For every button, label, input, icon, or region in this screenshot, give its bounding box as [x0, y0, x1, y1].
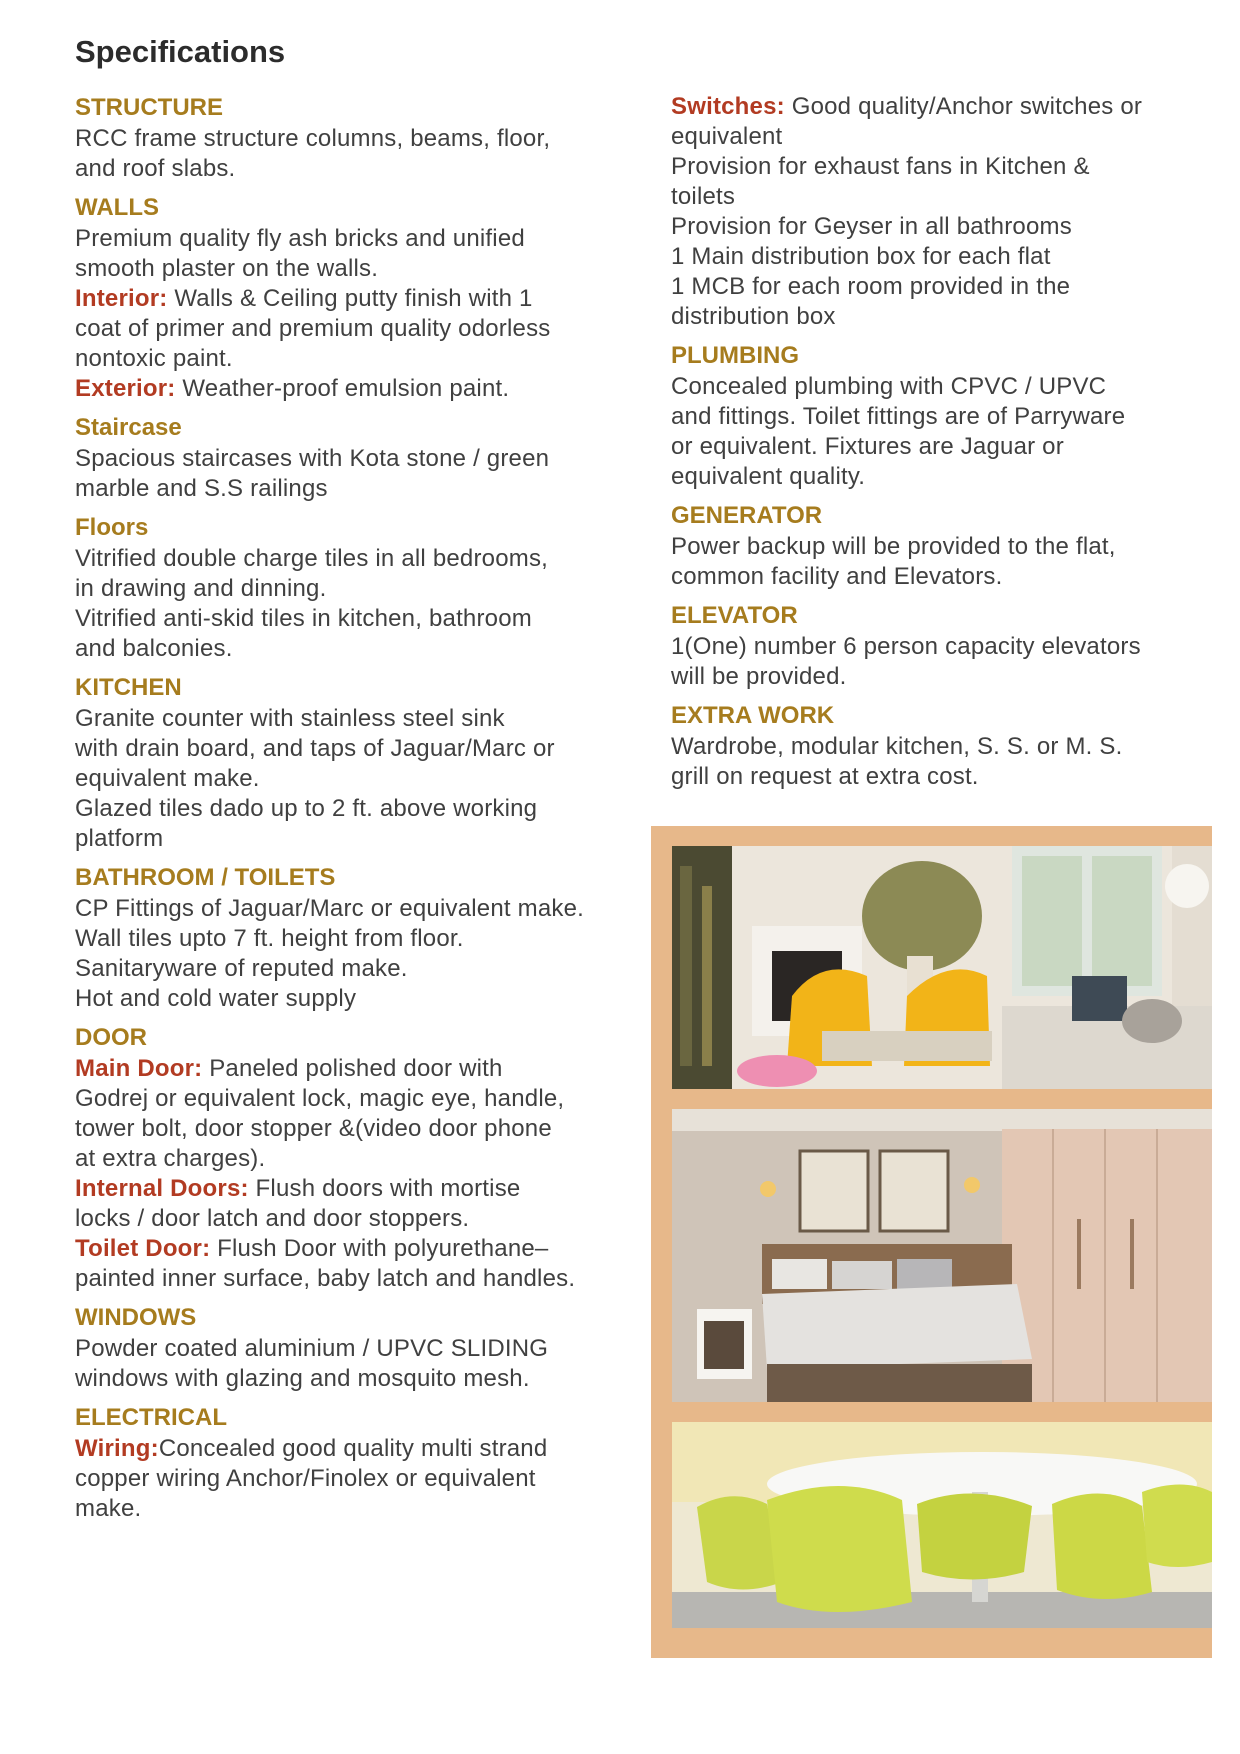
spec-text: 1 Main distribution box for each flat — [671, 243, 1051, 270]
spec-text: Concealed plumbing with CPVC / UPVC — [671, 373, 1107, 400]
spec-line — [671, 372, 1221, 402]
spec-text: 1(One) number 6 person capacity elevators — [671, 633, 1141, 660]
spec-line — [75, 154, 645, 184]
spec-text: platform — [75, 825, 164, 852]
spec-line — [75, 1234, 645, 1264]
spec-text: Powder coated aluminium / UPVC SLIDING — [75, 1335, 549, 1362]
section-elevator — [671, 600, 1221, 692]
spec-text: CP Fittings of Jaguar/Marc or equivalent make. — [75, 895, 584, 922]
spec-text: Premium quality fly ash bricks and unified — [75, 225, 525, 252]
spec-line — [671, 302, 1221, 332]
section-heading: ELEVATOR — [671, 602, 798, 629]
spec-text: Weather-proof emulsion paint. — [175, 375, 510, 402]
section-heading: ELECTRICAL — [75, 1404, 227, 1431]
spec-text: Granite counter with stainless steel sink — [75, 705, 505, 732]
spec-line — [75, 1084, 645, 1114]
section-kitchen — [75, 672, 645, 854]
spec-sublabel: Toilet Door: — [75, 1235, 211, 1262]
spec-line — [75, 1174, 645, 1204]
spec-line — [75, 1204, 645, 1234]
spec-text: Spacious staircases with Kota stone / green — [75, 445, 550, 472]
section-heading: WALLS — [75, 194, 159, 221]
spec-text: Wall tiles upto 7 ft. height from floor. — [75, 925, 464, 952]
spec-text: nontoxic paint. — [75, 345, 233, 372]
spec-line — [671, 182, 1221, 212]
page-title: Specifications — [75, 34, 286, 69]
spec-text: Flush Door with polyurethane– — [210, 1235, 549, 1262]
spec-text: smooth plaster on the walls. — [75, 255, 379, 282]
spec-text: equivalent make. — [75, 765, 260, 792]
spec-line — [75, 924, 645, 954]
section-heading: WINDOWS — [75, 1304, 197, 1331]
spec-text: and roof slabs. — [75, 155, 236, 182]
spec-text: marble and S.S railings — [75, 475, 328, 502]
spec-line — [75, 224, 645, 254]
spec-text: toilets — [671, 183, 736, 210]
spec-text: Vitrified anti-skid tiles in kitchen, bathroom — [75, 605, 532, 632]
spec-text: 1 MCB for each room provided in the — [671, 273, 1071, 300]
spec-text: Provision for Geyser in all bathrooms — [671, 213, 1072, 240]
spec-line — [671, 272, 1221, 302]
spec-line — [75, 344, 645, 374]
section-staircase — [75, 412, 645, 504]
spec-sublabel: Interior: — [75, 285, 168, 312]
spec-line — [671, 462, 1221, 492]
spec-line — [75, 984, 645, 1014]
spec-line — [75, 284, 645, 314]
section-heading: STRUCTURE — [75, 94, 223, 121]
spec-text: grill on request at extra cost. — [671, 763, 979, 790]
spec-line — [671, 662, 1221, 692]
spec-line — [671, 122, 1221, 152]
spec-line — [75, 894, 645, 924]
spec-line — [671, 432, 1221, 462]
spec-line — [75, 1434, 645, 1464]
spec-line — [75, 604, 645, 634]
spec-text: equivalent quality. — [671, 463, 866, 490]
spec-text: Power backup will be provided to the flat, — [671, 533, 1116, 560]
spec-text: Wardrobe, modular kitchen, S. S. or M. S. — [671, 733, 1123, 760]
spec-line — [671, 562, 1221, 592]
spec-line — [75, 444, 645, 474]
dining-photo — [672, 1422, 1212, 1628]
section-heading: PLUMBING — [671, 342, 799, 369]
spec-line — [75, 374, 645, 404]
bedroom-photo — [672, 1109, 1212, 1402]
spec-text: copper wiring Anchor/Finolex or equivalent — [75, 1465, 536, 1492]
spec-text: Concealed good quality multi strand — [158, 1435, 548, 1462]
spec-sublabel: Main Door: — [75, 1055, 203, 1082]
section-extra-work — [671, 700, 1221, 792]
spec-text: locks / door latch and door stoppers. — [75, 1205, 470, 1232]
section-floors — [75, 512, 645, 664]
spec-line — [671, 212, 1221, 242]
spec-line — [75, 704, 645, 734]
spec-line — [75, 824, 645, 854]
spec-text: Glazed tiles dado up to 2 ft. above working — [75, 795, 538, 822]
spec-line — [75, 474, 645, 504]
section-heading: KITCHEN — [75, 674, 182, 701]
spec-line — [671, 532, 1221, 562]
spec-text: Godrej or equivalent lock, magic eye, handle, — [75, 1085, 565, 1112]
spec-text: Good quality/Anchor switches or — [784, 93, 1143, 120]
spec-sublabel: Switches: — [671, 93, 785, 120]
spec-text: Walls & Ceiling putty finish with 1 — [167, 285, 533, 312]
section-walls — [75, 192, 645, 404]
section-heading: BATHROOM / TOILETS — [75, 864, 336, 891]
spec-line — [75, 254, 645, 284]
spec-line — [671, 732, 1221, 762]
spec-text: at extra charges). — [75, 1145, 266, 1172]
spec-text: make. — [75, 1495, 142, 1522]
section-plumbing — [671, 340, 1221, 492]
spec-text: with drain board, and taps of Jaguar/Marc or — [75, 735, 555, 762]
spec-sublabel: Exterior: — [75, 375, 176, 402]
section-heading: EXTRA WORK — [671, 702, 835, 729]
spec-text: and fittings. Toilet fittings are of Parryware — [671, 403, 1126, 430]
spec-line — [671, 152, 1221, 182]
spec-line — [75, 1264, 645, 1294]
spec-line — [671, 632, 1221, 662]
living-room-photo — [672, 846, 1212, 1089]
spec-line — [671, 762, 1221, 792]
section-bathroom-toilets — [75, 862, 645, 1014]
left-column — [75, 92, 645, 1532]
section-structure — [75, 92, 645, 184]
spec-text: tower bolt, door stopper &(video door phone — [75, 1115, 552, 1142]
section-electrical — [75, 1402, 645, 1524]
spec-line — [75, 124, 645, 154]
spec-line — [671, 402, 1221, 432]
spec-text: will be provided. — [671, 663, 847, 690]
spec-line — [75, 764, 645, 794]
spec-line — [75, 1494, 645, 1524]
spec-line — [75, 1364, 645, 1394]
photo-panel — [651, 826, 1212, 1658]
spec-text: common facility and Elevators. — [671, 563, 1003, 590]
spec-text: Sanitaryware of reputed make. — [75, 955, 408, 982]
spec-text: painted inner surface, baby latch and handles. — [75, 1265, 576, 1292]
spec-sublabel: Internal Doors: — [75, 1175, 249, 1202]
spec-text: Provision for exhaust fans in Kitchen & — [671, 153, 1090, 180]
spec-text: distribution box — [671, 303, 836, 330]
spec-line — [75, 1144, 645, 1174]
spec-text: coat of primer and premium quality odorless — [75, 315, 551, 342]
spec-text: Hot and cold water supply — [75, 985, 357, 1012]
spec-line — [75, 544, 645, 574]
spec-line — [671, 92, 1221, 122]
section-heading: Staircase — [75, 414, 182, 441]
spec-line — [75, 574, 645, 604]
section-heading: GENERATOR — [671, 502, 823, 529]
spec-text: or equivalent. Fixtures are Jaguar or — [671, 433, 1064, 460]
spec-text: Vitrified double charge tiles in all bedrooms, — [75, 545, 549, 572]
spec-line — [75, 314, 645, 344]
spec-line — [75, 1334, 645, 1364]
spec-text: equivalent — [671, 123, 783, 150]
section-door — [75, 1022, 645, 1294]
spec-line — [75, 954, 645, 984]
spec-text: in drawing and dinning. — [75, 575, 327, 602]
spec-text: and balconies. — [75, 635, 233, 662]
section-heading: Floors — [75, 514, 149, 541]
section-heading: DOOR — [75, 1024, 147, 1051]
spec-line — [75, 634, 645, 664]
right-column — [671, 92, 1221, 800]
spec-text: Flush doors with mortise — [248, 1175, 521, 1202]
spec-text: RCC frame structure columns, beams, floor, — [75, 125, 551, 152]
section-generator — [671, 500, 1221, 592]
spec-line — [75, 1054, 645, 1084]
section-windows — [75, 1302, 645, 1394]
spec-line — [75, 794, 645, 824]
section-right-0 — [671, 92, 1221, 332]
spec-sublabel: Wiring: — [75, 1435, 159, 1462]
spec-line — [75, 1464, 645, 1494]
spec-text: windows with glazing and mosquito mesh. — [75, 1365, 530, 1392]
spec-line — [671, 242, 1221, 272]
spec-line — [75, 1114, 645, 1144]
spec-text: Paneled polished door with — [202, 1055, 503, 1082]
spec-line — [75, 734, 645, 764]
